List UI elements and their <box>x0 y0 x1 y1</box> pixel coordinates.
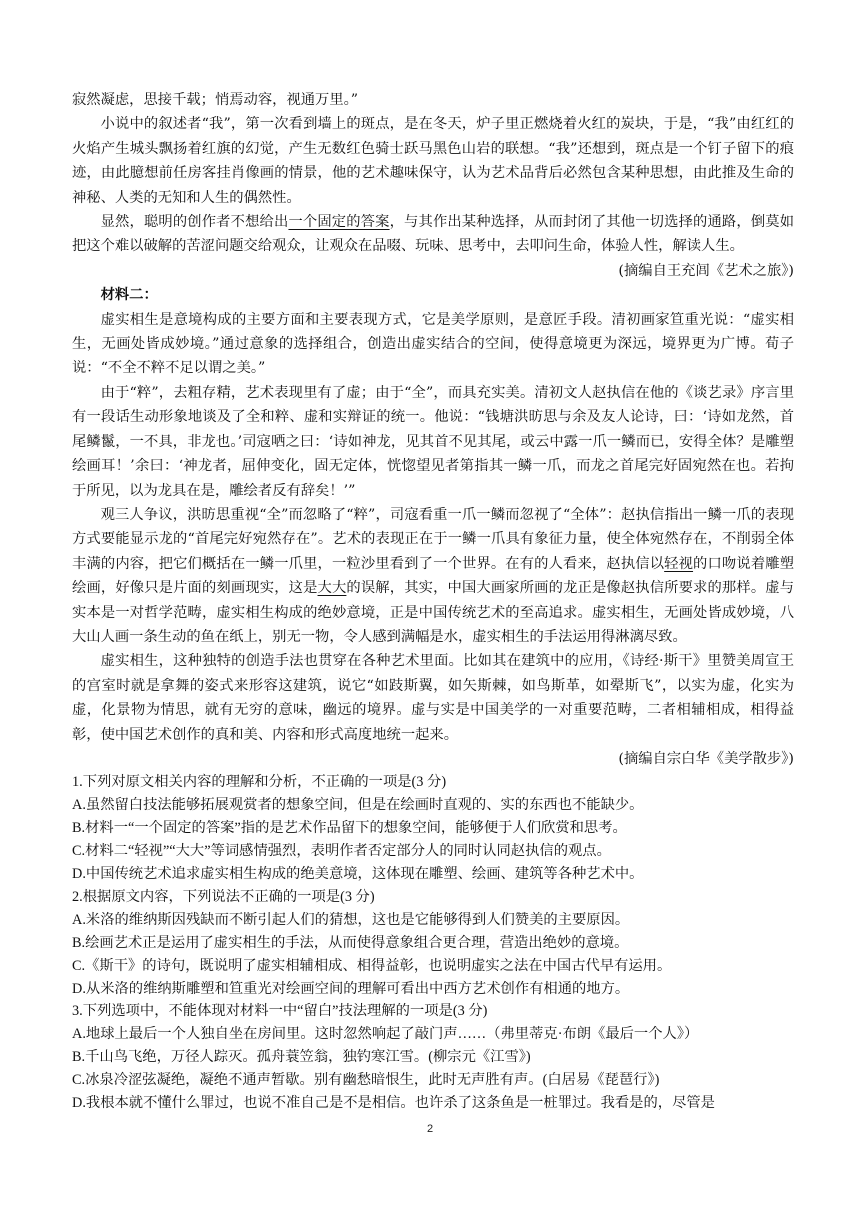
paragraph: 小说中的叙述者“我”，第一次看到墙上的斑点，是在冬天，炉子里正燃烧着火红的炭块，于是，“我”由红红的火焰产生城头飘扬着红旗的幻觉，产生无数红色骑士跃马黑色山岩的联想。“我”还想到，斑点是一个钉子留下的痕迹，由此臆想前任房客挂肖像画的情景，他的艺术趣味保守，认为艺术品背后必然包含某种思想，由此推及生命的神秘、人类的无知和人生的偶然性。 <box>72 116 794 206</box>
text-run: ，与其作出某种选择，从而封闭了其他一切选择的通路，倒莫如把这个难以破解的苦涩问题交给观众，让观众在品啜、玩味、思考中，去叩问生命，体验人性，解读人生。 <box>72 214 795 255</box>
text-run: 观三人争议，洪昉思重视“全”而忽略了“粹”，司寇看重一爪一鳞而忽视了“全体”：赵执信指出一鳞一爪的表现方式要能显示龙的“首尾完好宛然存在”。艺术的表现正在于一鳞一爪具有象征力量，使全体宛然存在，不削弱全体丰满的内容，把它们概括在一鳞一爪里，一粒沙里看到了一个世界。在有的人看来，赵执信以 <box>72 506 794 572</box>
question-stem: 3.下列选项中，不能体现对材料一中“留白”技法理解的一项是(3 分) <box>72 1003 488 1020</box>
answer-option: C.《斯干》的诗句，既说明了虚实相辅相成、相得益彰，也说明虚实之法在中国古代早有运用。 <box>72 957 672 974</box>
source-citation: (摘编自宗白华《美学散步》) <box>618 750 794 767</box>
underlined-phrase: 一个固定的答案 <box>288 214 390 231</box>
paragraph <box>72 503 794 649</box>
source-citation: (摘编自王充闾《艺术之旅》) <box>618 262 794 279</box>
answer-option: B.千山鸟飞绝，万径人踪灭。孤舟蓑笠翁，独钓寒江雪。(柳宗元《江雪》) <box>72 1049 531 1066</box>
quote-continuation: 寂然凝虑，思接千载；悄焉动容，视通万里。” <box>72 92 359 108</box>
answer-option: A.地球上最后一个人独自坐在房间里。这时忽然响起了敲门声……（弗里蒂克·布朗《最后一个人》） <box>72 1026 699 1043</box>
material-two-section <box>72 283 794 771</box>
paragraph: 由于“粹”，去粗存精，艺术表现里有了虚；由于“全”，而具充实美。清初文人赵执信在他的《谈艺录》序言里有一段话生动形象地谈及了全和粹、虚和实辩证的统一。他说：“钱塘洪昉思与余及友人论诗，曰：‘诗如龙然，首尾鳞鬣，一不具，非龙也。’司寇哂之曰：‘诗如神龙，见其首不见其尾，或云中露一爪一鳞而已，安得全体？是雕塑绘画耳！’余曰：‘神龙者，屈伸变化，固无定体，恍惚望见者第指其一鳞一爪，而龙之首尾完好固宛然在也。若拘于所见，以为龙具在是，雕绘者反有辞矣！’” <box>72 384 794 499</box>
section-heading: 材料二： <box>100 287 158 304</box>
text-run: 的误解，其实，中国大画家所画的龙正是像赵执信所要求的那样。虚与实本是一对哲学范畴，虚实相生构成的绝妙意境，正是中国传统艺术的至高追求。虚实相生，无画处皆成妙境，八大山人画一条生动的鱼在纸上，别无一物，令人感到满幅是水，虚实相生的手法运用得淋漓尽致。 <box>72 580 795 645</box>
answer-option: A.虽然留白技法能够拓展观赏者的想象空间，但是在绘画时直观的、实的东西也不能缺少。 <box>72 797 644 814</box>
question-stem: 2.根据原文内容，下列说法不正确的一项是(3 分) <box>72 888 375 905</box>
paragraph: 虚实相生，这种独特的创造手法也贯穿在各种艺术里面。比如其在建筑中的应用，《诗经·斯干》里赞美周宣王的宫室时就是拿舞的姿式来形容这建筑，说它“如跂斯翼，如矢斯棘，如鸟斯革，如翚斯飞”，以实为虚，化实为虚，化景物为情思，就有无穷的意味，幽远的境界。虚与实是中国美学的一对重要范畴，二者相辅相成，相得益彰，使中国艺术创作的真和美、内容和形式高度地统一起来。 <box>72 653 794 743</box>
answer-option: B.材料一“一个固定的答案”指的是艺术作品留下的想象空间，能够便于人们欣赏和思考。 <box>72 820 627 837</box>
answer-option: D.从米洛的维纳斯雕塑和笪重光对绘画空间的理解可看出中西方艺术创作有相通的地方。 <box>72 980 630 997</box>
paragraph <box>72 210 794 259</box>
paragraph: 虚实相生是意境构成的主要方面和主要表现方式，它是美学原则，是意匠手段。清初画家笪重光说：“虚实相生，无画处皆成妙境。”通过意象的选择组合，创造出虚实结合的空间，使得意境更为深远，境界更为广博。荀子说：“不全不粹不足以谓之美。” <box>72 311 794 377</box>
question-stem: 1.下列对原文相关内容的理解和分析，不正确的一项是(3 分) <box>72 774 447 791</box>
material-one-section <box>72 88 794 283</box>
answer-option: B.绘画艺术正是运用了虚实相生的手法，从而使得意象组合更合理，营造出绝妙的意境。 <box>72 934 629 951</box>
text-run: 的口吻说着雕塑绘画，好像只是片面的刻画现实，这是 <box>72 555 795 597</box>
answer-option: C.冰泉冷涩弦凝绝，凝绝不通声暂歇。别有幽愁暗恨生，此时无声胜有声。(白居易《琵琶行》) <box>72 1072 660 1089</box>
questions-section <box>72 771 794 1115</box>
answer-option: D.我根本就不懂什么罪过，也说不准自己是不是相信。也许杀了这条鱼是一桩罪过。我看是的，尽管是 <box>72 1095 715 1112</box>
answer-option: C.材料二“轻视”“大大”等词感情强烈，表明作者否定部分人的同时认同赵执信的观点。 <box>72 843 611 860</box>
page-content <box>72 88 794 1115</box>
answer-option: A.米洛的维纳斯因残缺而不断引起人们的猜想，这也是它能够得到人们赞美的主要原因。 <box>72 911 630 928</box>
text-run: 显然，聪明的创作者不想给出 <box>100 214 289 231</box>
answer-option: D.中国传统艺术追求虚实相生构成的绝美意境，这体现在雕塑、绘画、建筑等各种艺术中。 <box>72 866 644 882</box>
underlined-phrase: 大大 <box>317 580 347 597</box>
underlined-phrase: 轻视 <box>664 555 694 572</box>
page-number: 2 <box>426 1123 434 1135</box>
